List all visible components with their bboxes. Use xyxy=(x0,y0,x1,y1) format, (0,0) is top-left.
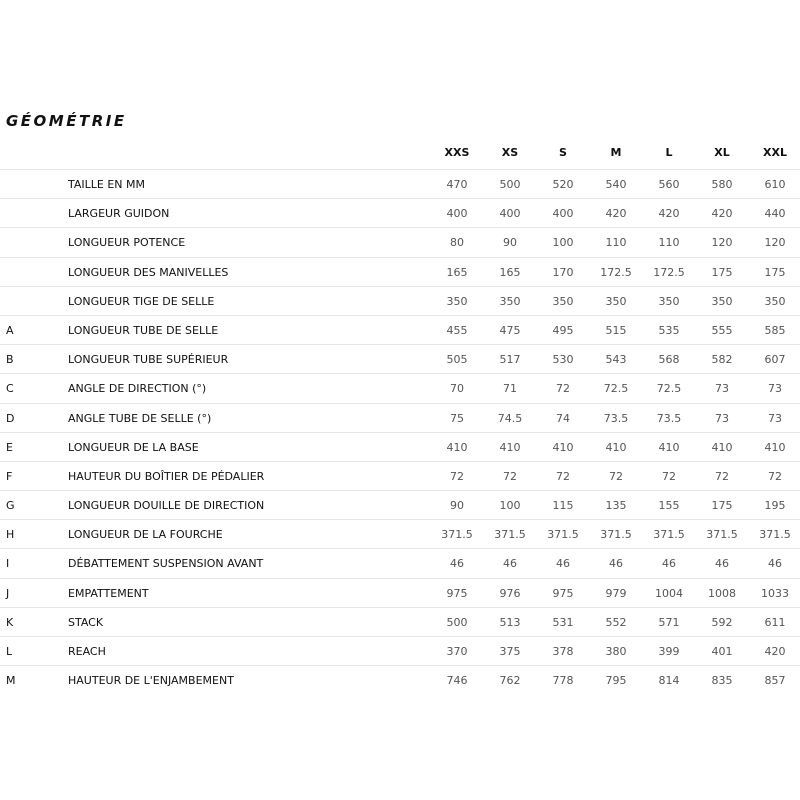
table-cell: 778 xyxy=(552,674,574,688)
table-row xyxy=(0,198,800,227)
table-row xyxy=(0,548,800,577)
row-label: STACK xyxy=(68,615,104,629)
table-cell: 115 xyxy=(552,499,574,513)
row-label: LONGUEUR TUBE DE SELLE xyxy=(68,323,219,337)
table-cell: 543 xyxy=(605,353,627,367)
table-cell: 979 xyxy=(605,586,627,600)
table-row xyxy=(0,373,800,402)
table-cell: 371.5 xyxy=(547,528,579,542)
row-letter: I xyxy=(6,557,10,571)
table-cell: 110 xyxy=(658,236,680,250)
table-cell: 165 xyxy=(499,265,521,279)
table-cell: 155 xyxy=(658,499,680,513)
table-cell: 420 xyxy=(764,645,786,658)
table-cell: 350 xyxy=(499,294,521,308)
table-cell: 400 xyxy=(446,207,468,221)
table-cell: 46 xyxy=(715,557,729,571)
table-cell: 73 xyxy=(715,411,729,425)
table-cell: 90 xyxy=(450,499,464,513)
table-cell: 420 xyxy=(605,207,627,221)
row-letter: K xyxy=(6,615,14,629)
table-cell: 175 xyxy=(711,499,733,513)
table-row xyxy=(0,315,800,344)
table-cell: 515 xyxy=(605,323,627,337)
table-cell: 746 xyxy=(446,674,468,688)
table-cell: 350 xyxy=(552,294,574,308)
table-row xyxy=(0,344,800,373)
table-cell: 170 xyxy=(552,265,574,279)
table-cell: 74.5 xyxy=(497,411,523,425)
table-row xyxy=(0,636,800,665)
table-cell: 552 xyxy=(605,615,627,629)
table-cell: 175 xyxy=(711,265,733,279)
table-cell: 100 xyxy=(552,236,574,250)
table-cell: 410 xyxy=(658,440,680,454)
table-cell: 73 xyxy=(768,382,782,396)
row-label: DÉBATTEMENT SUSPENSION AVANT xyxy=(68,557,264,571)
table-cell: 72 xyxy=(768,469,782,483)
row-label: LONGUEUR TIGE DE SELLE xyxy=(68,294,215,308)
table-cell: 607 xyxy=(764,353,786,367)
table-cell: 470 xyxy=(446,178,468,191)
table-cell: 401 xyxy=(711,645,733,658)
row-letter: H xyxy=(6,528,15,542)
row-label: HAUTEUR DE L'ENJAMBEMENT xyxy=(68,674,234,688)
table-cell: 120 xyxy=(764,236,786,250)
table-cell: 350 xyxy=(711,294,733,308)
row-label: EMPATTEMENT xyxy=(68,586,149,600)
table-cell: 560 xyxy=(658,178,680,191)
table-cell: 72 xyxy=(556,382,570,396)
table-cell: 975 xyxy=(446,586,468,600)
row-label: HAUTEUR DU BOÎTIER DE PÉDALIER xyxy=(68,469,265,483)
table-cell: 495 xyxy=(552,323,574,337)
table-cell: 46 xyxy=(609,557,623,571)
size-header-xxl: XXL xyxy=(763,146,787,159)
table-cell: 500 xyxy=(446,615,468,629)
row-letter: A xyxy=(6,323,14,337)
table-cell: 505 xyxy=(446,353,468,367)
table-cell: 165 xyxy=(446,265,468,279)
table-cell: 610 xyxy=(764,178,786,191)
row-letter: E xyxy=(6,440,13,454)
size-header-row xyxy=(0,146,800,164)
table-row xyxy=(0,432,800,461)
table-cell: 380 xyxy=(605,645,627,658)
table-cell: 72 xyxy=(450,469,464,483)
table-cell: 1008 xyxy=(708,586,736,600)
table-cell: 440 xyxy=(764,207,786,221)
table-cell: 795 xyxy=(605,674,627,688)
table-cell: 371.5 xyxy=(706,528,738,542)
row-label: LONGUEUR TUBE SUPÉRIEUR xyxy=(68,353,229,367)
table-cell: 350 xyxy=(764,294,786,308)
table-cell: 399 xyxy=(658,645,680,658)
table-cell: 350 xyxy=(446,294,468,308)
table-cell: 371.5 xyxy=(653,528,685,542)
table-cell: 72 xyxy=(662,469,676,483)
table-row xyxy=(0,607,800,636)
table-cell: 555 xyxy=(711,323,733,337)
table-cell: 535 xyxy=(658,323,680,337)
table-cell: 455 xyxy=(446,323,468,337)
table-cell: 762 xyxy=(499,674,521,688)
table-row xyxy=(0,257,800,286)
size-header-l: L xyxy=(665,146,673,159)
table-cell: 46 xyxy=(503,557,517,571)
table-cell: 375 xyxy=(499,645,521,658)
table-cell: 513 xyxy=(499,615,521,629)
table-row xyxy=(0,665,800,694)
size-header-xs: XS xyxy=(501,146,519,159)
table-cell: 46 xyxy=(556,557,570,571)
row-letter: L xyxy=(6,645,13,658)
table-cell: 110 xyxy=(605,236,627,250)
table-cell: 135 xyxy=(605,499,627,513)
row-letter: J xyxy=(6,586,10,600)
table-cell: 1004 xyxy=(655,586,683,600)
table-cell: 90 xyxy=(503,236,517,250)
row-label: REACH xyxy=(68,645,106,658)
table-cell: 1033 xyxy=(761,586,789,600)
row-letter: F xyxy=(6,469,13,483)
table-cell: 172.5 xyxy=(600,265,632,279)
table-row xyxy=(0,461,800,490)
table-cell: 531 xyxy=(552,615,574,629)
table-cell: 72.5 xyxy=(656,382,682,396)
table-row xyxy=(0,286,800,315)
row-label: LONGUEUR POTENCE xyxy=(68,236,186,250)
table-cell: 611 xyxy=(764,615,786,629)
table-cell: 172.5 xyxy=(653,265,685,279)
size-header-s: S xyxy=(559,146,567,159)
table-cell: 80 xyxy=(450,236,464,250)
row-letter: M xyxy=(6,674,16,688)
table-cell: 475 xyxy=(499,323,521,337)
row-label: ANGLE TUBE DE SELLE (°) xyxy=(68,411,212,425)
table-cell: 72.5 xyxy=(603,382,629,396)
table-cell: 835 xyxy=(711,674,733,688)
table-cell: 370 xyxy=(446,645,468,658)
row-label: LONGUEUR DE LA BASE xyxy=(68,440,199,454)
table-cell: 350 xyxy=(658,294,680,308)
table-cell: 592 xyxy=(711,615,733,629)
table-cell: 46 xyxy=(768,557,782,571)
table-cell: 530 xyxy=(552,353,574,367)
table-cell: 120 xyxy=(711,236,733,250)
table-cell: 540 xyxy=(605,178,627,191)
table-cell: 520 xyxy=(552,178,574,191)
table-cell: 582 xyxy=(711,353,733,367)
row-letter: C xyxy=(6,382,14,396)
row-letter: D xyxy=(6,411,15,425)
table-cell: 371.5 xyxy=(600,528,632,542)
table-cell: 976 xyxy=(499,586,521,600)
table-cell: 410 xyxy=(499,440,521,454)
table-cell: 371.5 xyxy=(494,528,526,542)
table-cell: 580 xyxy=(711,178,733,191)
table-cell: 420 xyxy=(711,207,733,221)
row-label: ANGLE DE DIRECTION (°) xyxy=(68,382,207,396)
table-cell: 568 xyxy=(658,353,680,367)
table-cell: 100 xyxy=(499,499,521,513)
row-label: LONGUEUR DES MANIVELLES xyxy=(68,265,229,279)
table-cell: 517 xyxy=(499,353,521,367)
table-cell: 814 xyxy=(658,674,680,688)
row-label: LONGUEUR DOUILLE DE DIRECTION xyxy=(68,499,265,513)
table-cell: 175 xyxy=(764,265,786,279)
table-cell: 975 xyxy=(552,586,574,600)
table-cell: 75 xyxy=(450,411,464,425)
page-title: GÉOMÉTRIE xyxy=(6,112,127,130)
table-row xyxy=(0,578,800,607)
geometry-table xyxy=(0,169,800,694)
size-header-xxs: XXS xyxy=(444,146,470,159)
table-row xyxy=(0,403,800,432)
table-cell: 500 xyxy=(499,178,521,191)
table-cell: 70 xyxy=(450,382,464,396)
table-cell: 72 xyxy=(715,469,729,483)
row-letter: B xyxy=(6,353,14,367)
table-cell: 585 xyxy=(764,323,786,337)
table-cell: 46 xyxy=(450,557,464,571)
row-label: LARGEUR GUIDON xyxy=(68,207,170,221)
table-row xyxy=(0,227,800,256)
table-cell: 73 xyxy=(715,382,729,396)
table-cell: 857 xyxy=(764,674,786,688)
table-cell: 410 xyxy=(711,440,733,454)
table-row xyxy=(0,490,800,519)
row-label: TAILLE EN MM xyxy=(68,178,145,191)
size-header-xl: XL xyxy=(714,146,730,159)
table-cell: 410 xyxy=(552,440,574,454)
table-cell: 71 xyxy=(503,382,517,396)
table-cell: 195 xyxy=(764,499,786,513)
table-cell: 410 xyxy=(605,440,627,454)
table-cell: 400 xyxy=(552,207,574,221)
table-cell: 420 xyxy=(658,207,680,221)
table-cell: 46 xyxy=(662,557,676,571)
table-cell: 73 xyxy=(768,411,782,425)
row-letter: G xyxy=(6,499,15,513)
table-cell: 371.5 xyxy=(759,528,791,542)
table-cell: 74 xyxy=(556,411,570,425)
table-cell: 410 xyxy=(446,440,468,454)
table-cell: 410 xyxy=(764,440,786,454)
table-cell: 73.5 xyxy=(603,411,629,425)
table-cell: 571 xyxy=(658,615,680,629)
row-label: LONGUEUR DE LA FOURCHE xyxy=(68,528,223,542)
table-cell: 350 xyxy=(605,294,627,308)
size-header-m: M xyxy=(610,146,622,159)
table-cell: 400 xyxy=(499,207,521,221)
table-cell: 378 xyxy=(552,645,574,658)
table-row xyxy=(0,519,800,548)
table-cell: 72 xyxy=(556,469,570,483)
table-cell: 72 xyxy=(503,469,517,483)
table-row xyxy=(0,169,800,198)
table-cell: 72 xyxy=(609,469,623,483)
table-cell: 371.5 xyxy=(441,528,473,542)
table-cell: 73.5 xyxy=(656,411,682,425)
